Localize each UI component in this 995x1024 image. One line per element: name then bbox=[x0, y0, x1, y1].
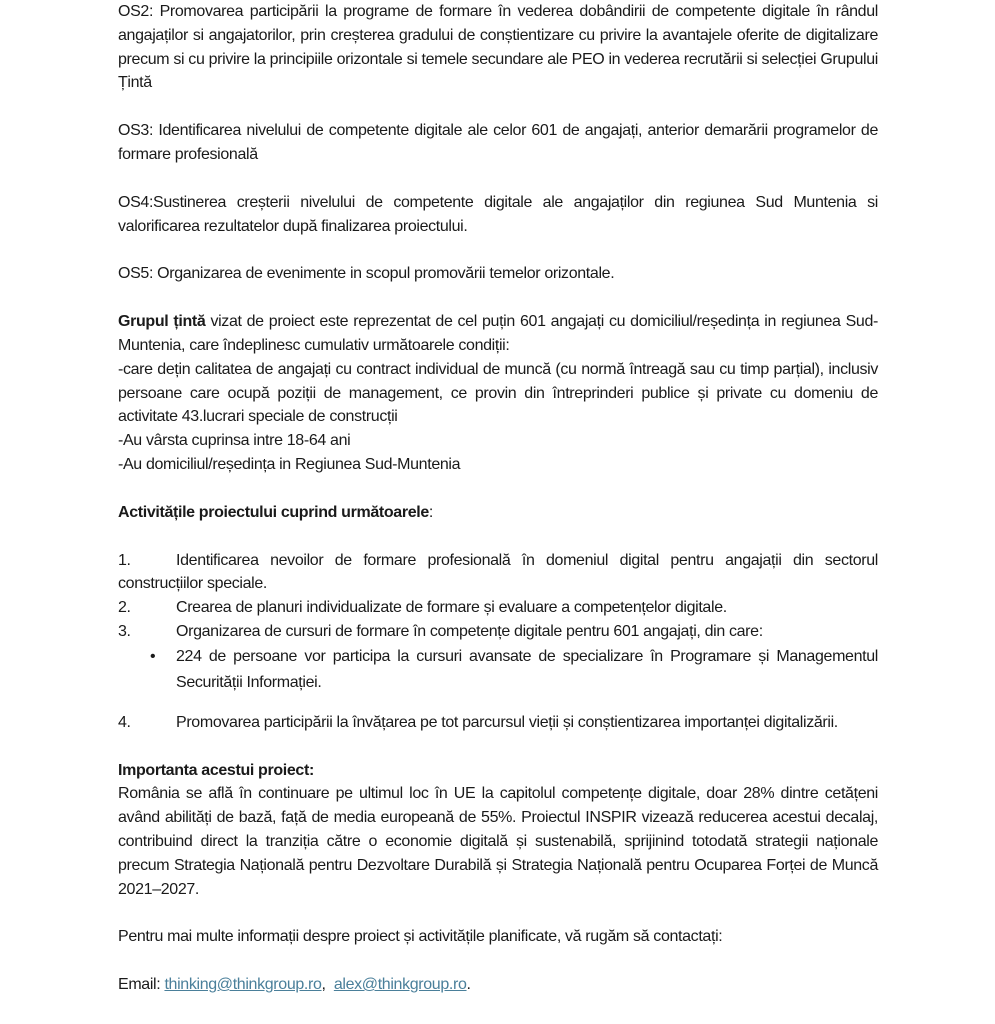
activity-text: Crearea de planuri individualizate de formare și evaluare a competențelor digitale. bbox=[176, 599, 727, 617]
objective-os5: OS5: Organizarea de evenimente in scopul promovării temelor orizontale. bbox=[118, 265, 615, 283]
objective-os3: OS3: Identificarea nivelului de competente digitale ale celor 601 de angajați, anterior demarării programelor de formare profesională bbox=[118, 122, 878, 163]
importance-heading: Importanta acestui proiect: bbox=[118, 761, 314, 779]
activity-item-1 bbox=[118, 549, 878, 597]
email-label: Email: bbox=[118, 976, 165, 994]
bullet-icon: • bbox=[150, 647, 156, 665]
activities-heading: Activitățile proiectului cuprind următoarele: bbox=[118, 503, 433, 521]
activity-sub-bullet bbox=[118, 644, 878, 697]
activity-item-2 bbox=[118, 596, 878, 620]
activity-item-3 bbox=[118, 620, 878, 644]
email-link-thinking[interactable]: thinking@thinkgroup.ro bbox=[164, 976, 322, 994]
list-number: 1. bbox=[118, 551, 131, 569]
activity-text: Identificarea nevoilor de formare profesională în domeniul digital pentru angajații din sectorul construcțiilor speciale. bbox=[118, 551, 878, 593]
document-page bbox=[118, 0, 878, 997]
email-link-alex[interactable]: alex@thinkgroup.ro bbox=[333, 976, 467, 994]
importance-text: România se află în continuare pe ultimul loc în UE la capitolul competențe digitale, doar 28% dintre cetățeni având abilități de bază, față de media europeană de 55%. Proiectul INSPIR vizează reducerea acestui decalaj, contribuind direct la tranziția către o economie digitală și sustenabilă, sprijinind totodată strategii naționale precum Strategia Națională pentru Dezvoltare Durabilă și Strategia Națională pentru Ocuparea Forței de Muncă 2021–2027. bbox=[118, 785, 878, 898]
target-group-condition-3: -Au domiciliul/reședința in Regiunea Sud-Muntenia bbox=[118, 455, 461, 473]
target-group-condition-2: -Au vârsta cuprinsa intre 18-64 ani bbox=[118, 432, 351, 450]
target-group-label: Grupul țintă bbox=[118, 313, 206, 331]
activity-text: Promovarea participării la învățarea pe tot parcursul vieții și conștientizarea importanței digitalizării. bbox=[176, 713, 838, 731]
objective-os2: OS2: Promovarea participării la programe de formare în vederea dobândirii de competente digitale în rândul angajaților si angajatorilor, prin creșterea gradului de conștientizare cu privire la avantajele oferite de digitalizare precum si cu privire la principiile orizontale si temele secundare ale PEO in vederea recrutării si selecției Grupului Țintă bbox=[118, 3, 878, 92]
sub-bullet-text: 224 de persoane vor participa la cursuri avansate de specializare în Programare și Managementul Securității Informației. bbox=[176, 647, 878, 692]
objective-os4: OS4:Sustinerea creșterii nivelului de competente digitale ale angajaților din regiunea Sud Muntenia si valorificarea rezultatelor după finalizarea proiectului. bbox=[118, 193, 878, 235]
activity-item-4 bbox=[118, 711, 878, 735]
activity-text: Organizarea de cursuri de formare în competențe digitale pentru 601 angajați, din care: bbox=[176, 622, 763, 640]
list-number: 2. bbox=[118, 599, 131, 617]
contact-emails: Email: thinking@thinkgroup.ro, alex@thinkgroup.ro. bbox=[118, 976, 471, 994]
target-group-paragraph bbox=[118, 310, 878, 358]
target-group-condition-1: -care dețin calitatea de angajați cu contract individual de muncă (cu normă întreagă sau cu timp parțial), inclusiv persoane care ocupă poziții de management, ce provin din întreprinderi publice și private cu domeniu de activitate 43.lucrari speciale de construcții bbox=[118, 360, 878, 426]
target-group-description: vizat de proiect este reprezentat de cel puțin 601 angajați cu domiciliul/reședința in regiunea Sud-Muntenia, care îndeplinesc cumulativ următoarele condiții: bbox=[118, 313, 878, 354]
list-number: 4. bbox=[118, 713, 131, 731]
contact-intro: Pentru mai multe informații despre proiect și activitățile planificate, vă rugăm să contactați: bbox=[118, 928, 723, 946]
list-number: 3. bbox=[118, 622, 131, 640]
